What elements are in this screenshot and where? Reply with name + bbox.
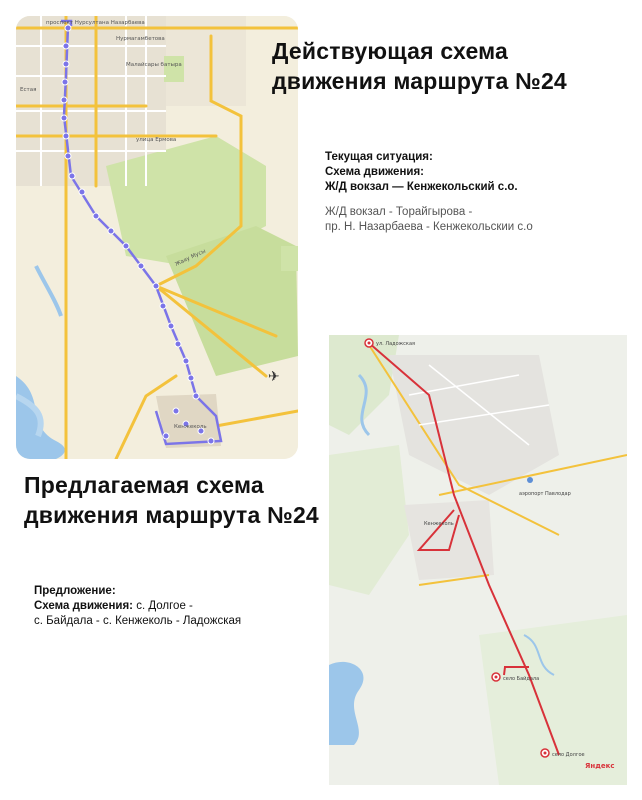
proposal-scheme-label: Схема движения: xyxy=(34,600,133,612)
proposed-scheme-title: Предлагаемая схема движения маршрута №24 xyxy=(24,472,319,528)
stop-label-bottom: село Долгое xyxy=(552,752,585,758)
street-label: Жаяу Мусы xyxy=(174,248,207,268)
proposal-block xyxy=(34,584,241,629)
street-label: Нурмагамбетова xyxy=(116,36,165,42)
current-route-map xyxy=(16,16,298,459)
district-label: Кенжеколь xyxy=(174,424,207,430)
current-scheme-title: Действующая схема движения маршрута №24 xyxy=(272,38,567,94)
street-label: Малайсары батыра xyxy=(126,62,182,68)
scheme-label: Схема движения: xyxy=(325,166,424,178)
proposal-label: Предложение: xyxy=(34,585,116,597)
route-description: Ж/Д вокзал - Торайгырова - пр. Н. Назарбаева - Кенжекольскии с.о xyxy=(325,206,533,233)
map-brand-logo: Яндекс xyxy=(585,762,615,770)
proposed-map-graphic xyxy=(329,335,627,785)
street-label: Естая xyxy=(20,87,37,93)
current-map-graphic xyxy=(16,16,298,459)
proposed-route-map xyxy=(329,335,627,785)
stop-label-top: ул. Ладожская xyxy=(376,341,416,347)
street-label: улица Ермова xyxy=(136,137,177,143)
district-label: Кенжеколь xyxy=(424,521,454,527)
svg-text:✈: ✈ xyxy=(268,369,280,385)
street-label: проспект Нурсултана Назарбаева xyxy=(46,20,145,26)
scheme-value: Ж/Д вокзал — Кенжекольский с.о. xyxy=(325,181,518,193)
airport-label: аэропорт Павлодар xyxy=(519,491,571,497)
proposal-scheme-value-1: с. Долгое - xyxy=(136,600,193,612)
current-situation-block xyxy=(325,150,533,235)
situation-label: Текущая ситуация: xyxy=(325,151,433,163)
proposal-scheme-value-2: с. Байдала - с. Кенжеколь - Ладожская xyxy=(34,615,242,627)
stop-label-mid: село Байдала xyxy=(503,676,540,682)
